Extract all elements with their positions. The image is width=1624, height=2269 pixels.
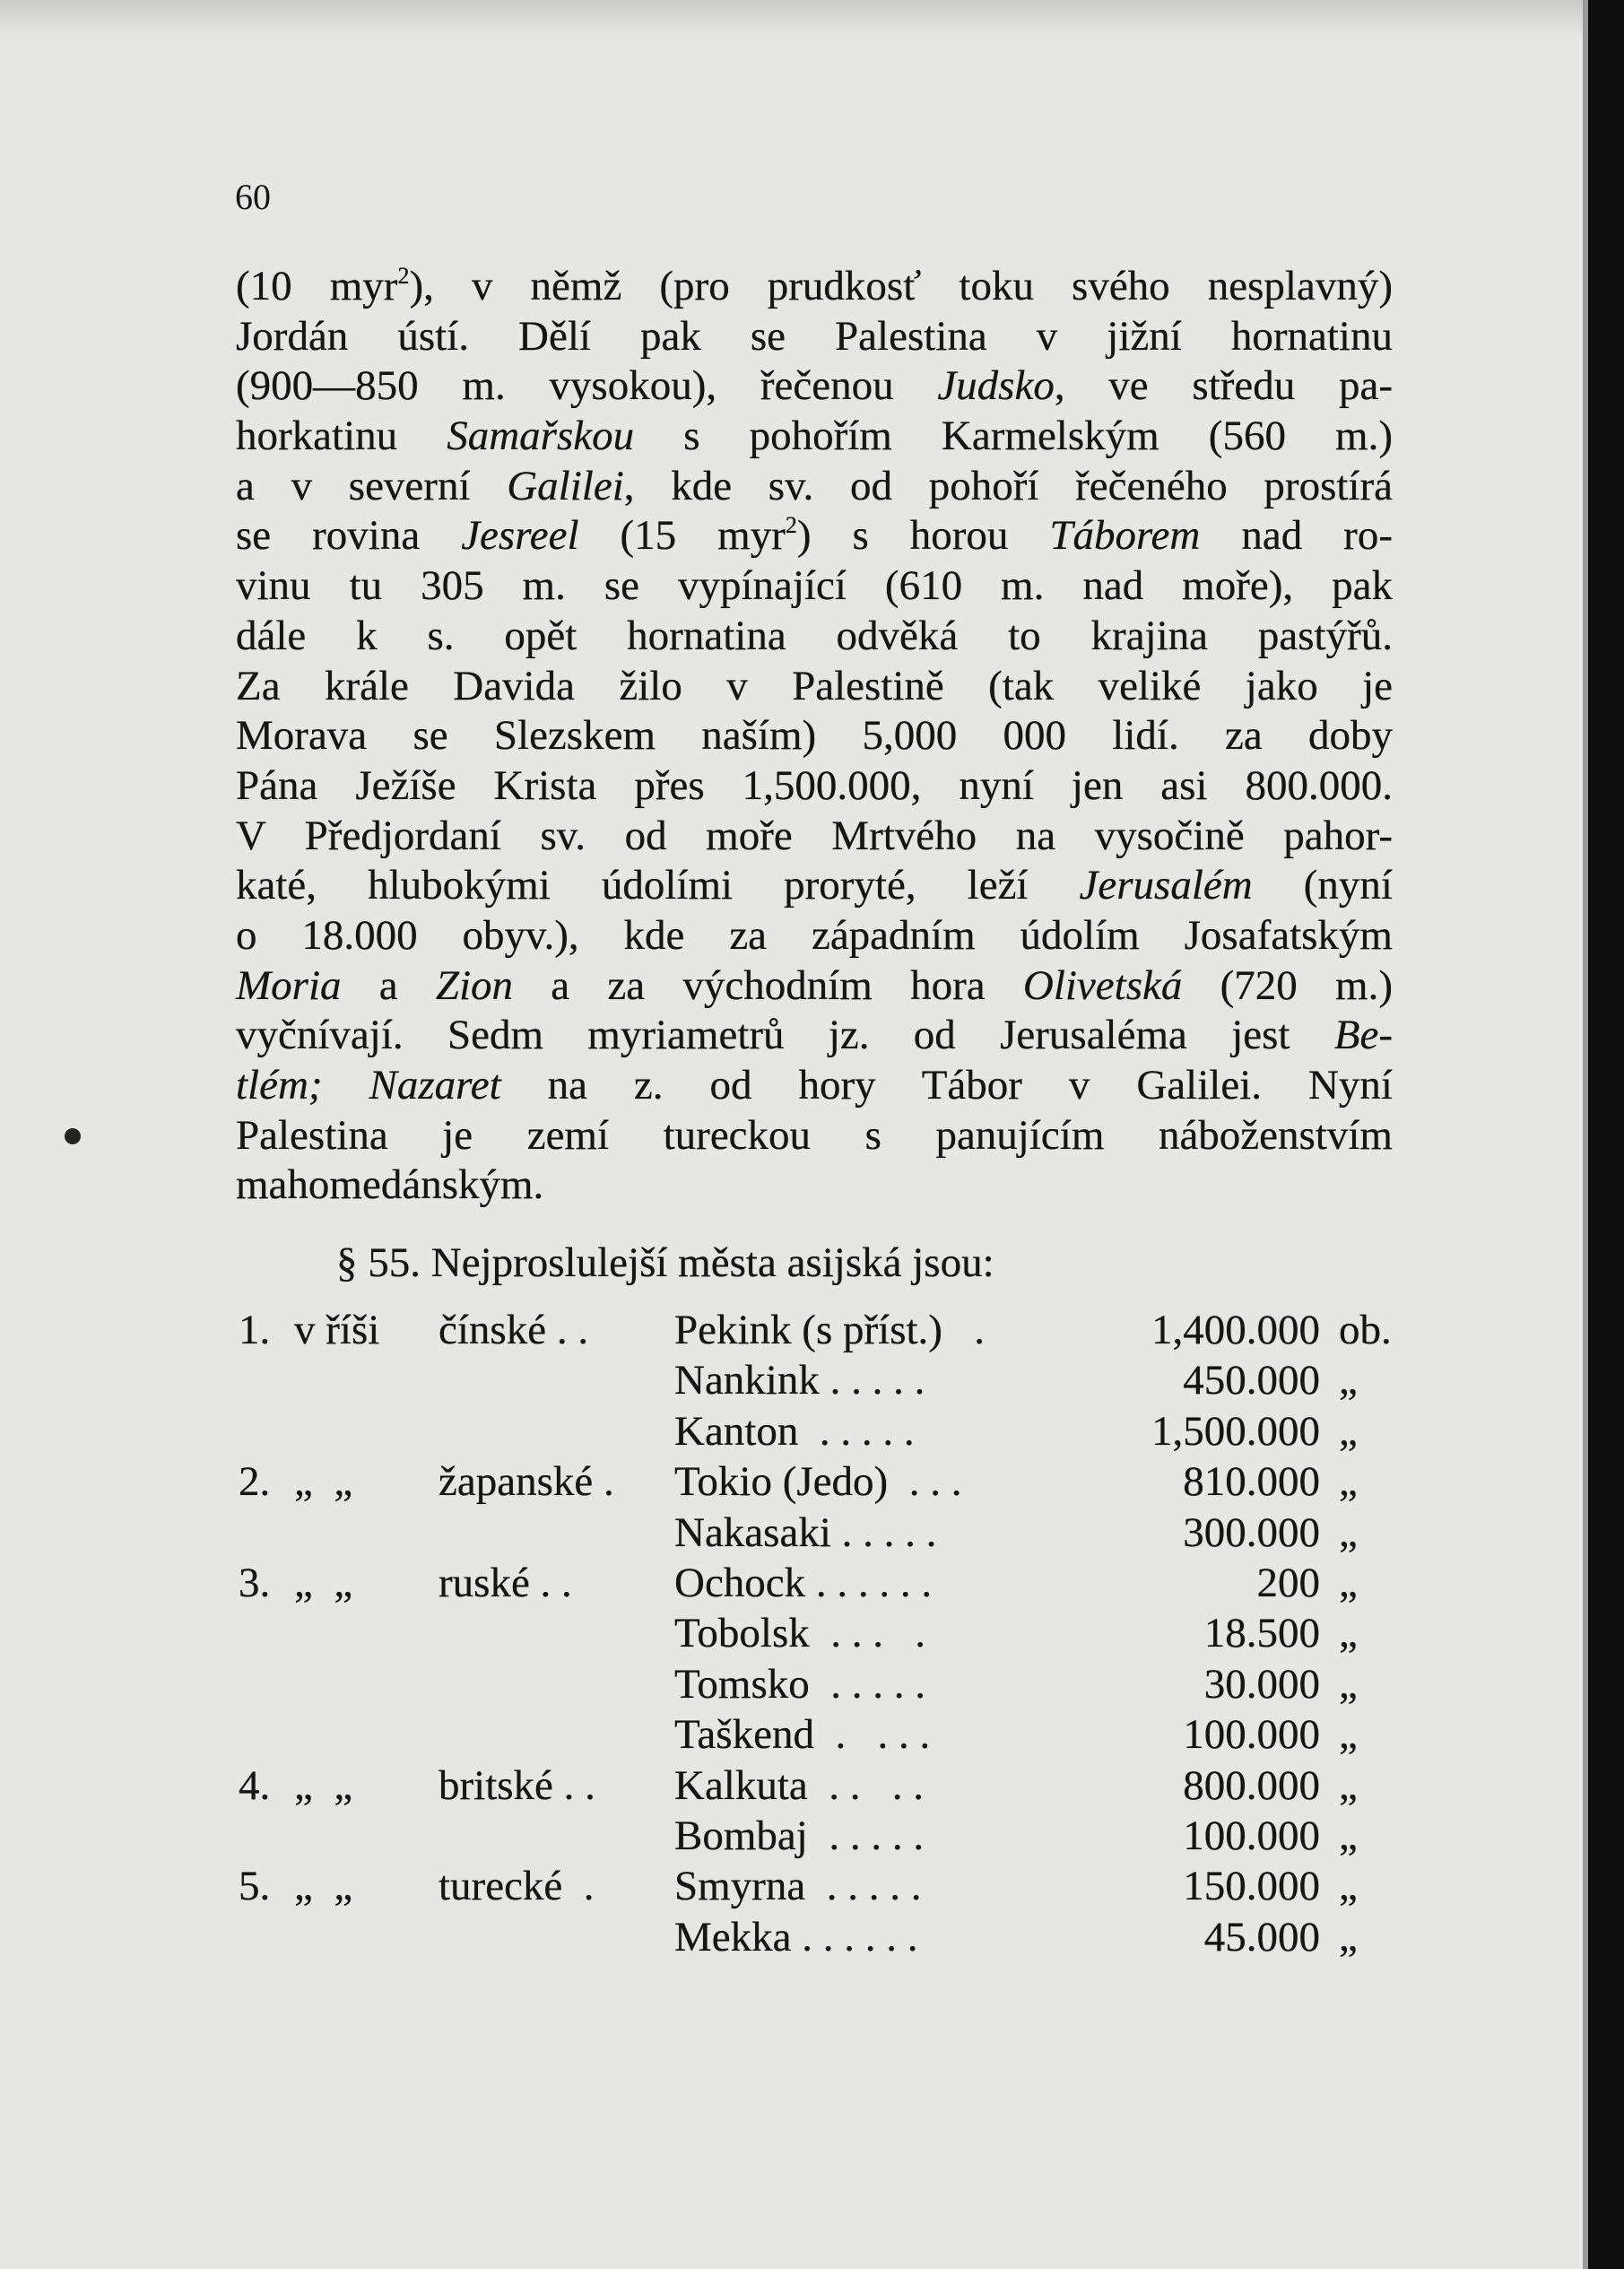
italic-term: Judsko — [937, 362, 1055, 410]
unit: „ — [1339, 1913, 1358, 1960]
population: 810.000 — [1183, 1458, 1320, 1506]
city-name: Ochock . . . . . . — [674, 1559, 933, 1606]
city-name: Nakasaki . . . . . — [674, 1508, 937, 1556]
italic-term: Jesreel — [461, 512, 579, 560]
text-segment: (nyní — [1252, 862, 1393, 909]
realm: „ „ — [294, 1863, 353, 1910]
table-row — [0, 1456, 1624, 1507]
category: turecké . — [439, 1863, 595, 1910]
text-line — [236, 361, 1393, 412]
unit: „ — [1339, 1863, 1358, 1910]
table-row — [0, 1508, 1624, 1558]
category: žapanské . — [439, 1458, 614, 1506]
text-line — [236, 761, 1393, 812]
city-name: Pekink (s příst.) . — [674, 1307, 985, 1353]
text-segment: V Předjordaní sv. od moře Mrtvého na vysočině pahor- — [236, 812, 1393, 859]
city-name: Smyrna . . . . . — [674, 1863, 922, 1910]
text-segment: Jordán ústí. Dělí pak se Palestina v jižní hornatinu — [236, 312, 1393, 360]
text-segment: horkatinu — [236, 413, 447, 460]
italic-term: Jerusalém — [1079, 862, 1253, 909]
table-row — [0, 1305, 1624, 1355]
unit: „ — [1339, 1458, 1358, 1506]
unit: „ — [1339, 1812, 1358, 1859]
text-line — [236, 511, 1393, 561]
unit: „ — [1339, 1711, 1358, 1759]
realm: „ „ — [294, 1761, 353, 1809]
city-name: Tokio (Jedo) . . . — [674, 1458, 962, 1506]
italic-term: Olivetská — [1022, 961, 1183, 1009]
text-segment: a v severní — [236, 462, 508, 509]
realm: „ „ — [294, 1559, 353, 1606]
text-segment: katé, hlubokými údolími proryté, leží — [236, 862, 1080, 909]
text-line — [236, 711, 1393, 761]
ink-speck — [65, 1128, 81, 1144]
population: 800.000 — [1183, 1761, 1320, 1809]
italic-term: tlém; Nazaret — [236, 1062, 501, 1108]
superscript: 2 — [397, 263, 410, 289]
text-segment: , ve středu pa- — [1054, 362, 1394, 410]
text-segment: (720 m.) — [1182, 961, 1393, 1009]
population: 30.000 — [1203, 1660, 1320, 1708]
superscript: 2 — [785, 512, 797, 539]
city-name: Nankink . . . . . — [674, 1357, 925, 1404]
unit: „ — [1339, 1357, 1358, 1404]
table-row — [0, 1558, 1624, 1608]
text-segment: (10 myr — [236, 263, 398, 309]
text-segment: Za krále Davida žilo v Palestině (tak veliké jako je — [236, 662, 1393, 709]
unit: „ — [1339, 1407, 1358, 1455]
city-name: Kalkuta . . . . — [674, 1761, 925, 1809]
population: 1,500.000 — [1151, 1407, 1320, 1455]
text-line — [236, 612, 1393, 662]
text-line — [236, 961, 1393, 1012]
table-row — [0, 1608, 1624, 1658]
city-name: Bombaj . . . . . — [674, 1812, 925, 1859]
city-name: Tobolsk . . . . — [674, 1610, 926, 1657]
italic-term: Moria — [236, 961, 342, 1009]
text-line — [236, 812, 1393, 862]
table-row — [0, 1406, 1624, 1456]
body-paragraph — [236, 262, 1393, 1211]
city-name: Mekka . . . . . . — [674, 1913, 918, 1960]
text-segment: Palestina je zemí tureckou s panujícím náboženstvím — [236, 1111, 1393, 1159]
text-segment: se rovina — [236, 512, 462, 560]
italic-term: Galilei — [507, 462, 624, 509]
city-name: Kanton . . . . . — [674, 1407, 915, 1455]
population: 150.000 — [1183, 1863, 1320, 1910]
table-row — [0, 1912, 1624, 1962]
text-segment: Morava se Slezskem naším) 5,000 000 lidí. za doby — [236, 712, 1393, 760]
text-segment: o 18.000 obyv.), kde za západním údolím Josafatským — [236, 911, 1393, 959]
text-line — [236, 462, 1393, 512]
text-segment: (15 myr — [578, 512, 786, 560]
text-line — [236, 312, 1393, 362]
text-segment: s pohořím Karmelským (560 m.) — [634, 413, 1393, 460]
cities-table — [0, 1305, 1624, 1962]
population: 450.000 — [1183, 1357, 1320, 1404]
scan-top-shading — [0, 0, 1588, 36]
table-row — [0, 1659, 1624, 1709]
page-number: 60 — [235, 177, 271, 217]
text-segment: ), v němž (pro prudkosť toku svého nesplavný) — [409, 263, 1393, 309]
unit: ob. — [1339, 1307, 1392, 1353]
table-row — [0, 1760, 1624, 1811]
table-row — [0, 1709, 1624, 1760]
row-number: 2. — [239, 1458, 271, 1506]
table-row — [0, 1811, 1624, 1861]
italic-term: Zion — [435, 961, 514, 1009]
unit: „ — [1339, 1610, 1358, 1657]
text-segment: (900—850 m. vysokou), řečenou — [236, 362, 938, 410]
row-number: 4. — [239, 1761, 271, 1809]
text-line — [236, 861, 1393, 911]
italic-term: Be- — [1333, 1012, 1393, 1059]
population: 45.000 — [1203, 1913, 1320, 1960]
text-segment: dále k s. opět hornatina odvěká to krajina pastýřů. — [236, 612, 1393, 659]
text-line — [236, 412, 1393, 462]
unit: „ — [1339, 1660, 1358, 1708]
population: 300.000 — [1183, 1508, 1320, 1556]
unit: „ — [1339, 1508, 1358, 1556]
city-name: Tomsko . . . . . — [674, 1660, 926, 1708]
text-line — [236, 1161, 1393, 1211]
text-segment: vyčnívají. Sedm myriametrů jz. od Jerusaléma jest — [236, 1012, 1334, 1059]
text-segment: Pána Ježíše Krista přes 1,500.000, nyní jen asi 800.000. — [236, 761, 1393, 809]
unit: „ — [1339, 1559, 1358, 1606]
text-segment: ) s horou — [796, 512, 1050, 560]
text-segment: vinu tu 305 m. se vypínající (610 m. nad moře), pak — [236, 562, 1393, 610]
italic-term: Táborem — [1049, 512, 1201, 560]
table-row — [0, 1861, 1624, 1911]
text-line — [236, 1061, 1393, 1111]
text-line — [236, 262, 1393, 312]
category: čínské . . — [439, 1307, 589, 1353]
realm: v říši — [294, 1307, 380, 1353]
row-number: 1. — [239, 1307, 271, 1353]
text-line — [236, 1011, 1393, 1061]
text-segment: na z. od hory Tábor v Galilei. Nyní — [500, 1062, 1393, 1108]
population: 200 — [1256, 1559, 1320, 1606]
category: britské . . — [439, 1761, 595, 1809]
text-line — [236, 1111, 1393, 1161]
table-row — [0, 1355, 1624, 1405]
category: ruské . . — [439, 1559, 572, 1606]
realm: „ „ — [294, 1458, 353, 1506]
text-line — [236, 911, 1393, 961]
text-line — [236, 662, 1393, 712]
population: 100.000 — [1183, 1812, 1320, 1859]
text-segment: a za východním hora — [513, 961, 1023, 1009]
text-line — [236, 561, 1393, 612]
unit: „ — [1339, 1761, 1358, 1809]
row-number: 3. — [239, 1559, 271, 1606]
population: 18.500 — [1203, 1610, 1320, 1657]
text-segment: mahomedánským. — [236, 1161, 544, 1209]
city-name: Taškend . . . . — [674, 1711, 931, 1759]
text-segment: , kde sv. od pohoří řečeného prostírá — [623, 462, 1393, 509]
italic-term: Samařskou — [447, 413, 635, 460]
population: 100.000 — [1183, 1711, 1320, 1759]
text-segment: nad ro- — [1200, 512, 1393, 560]
population: 1,400.000 — [1151, 1307, 1320, 1353]
text-segment: a — [341, 961, 436, 1009]
section-heading: § 55. Nejproslulejší města asijská jsou: — [336, 1239, 994, 1286]
row-number: 5. — [239, 1863, 271, 1910]
